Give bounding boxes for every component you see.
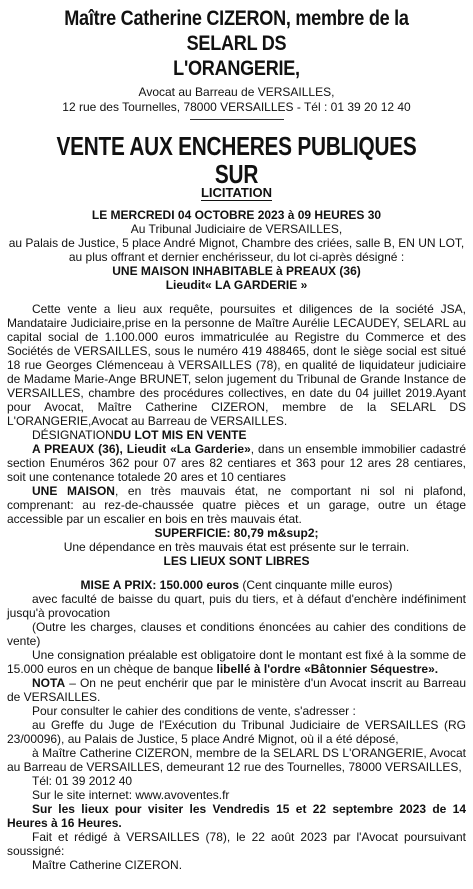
spacer <box>0 292 473 302</box>
header-title-line2: L'ORANGERIE, <box>173 57 300 80</box>
contact-telephone: Tél: 01 39 2012 40 <box>32 774 133 788</box>
sale-lieudit: Lieudit« LA GARDERIE » <box>165 278 308 292</box>
header-divider <box>190 119 284 120</box>
paragraph-maison <box>0 484 473 526</box>
mise-a-prix-words: (Cent cinquante mille euros) <box>239 578 393 592</box>
designation-bold: DU LOT MIS EN VENTE <box>113 428 247 442</box>
mise-a-prix-amount: MISE A PRIX: 150.000 euros <box>80 578 240 592</box>
sale-details <box>0 208 473 292</box>
nota-label: NOTA <box>32 676 66 690</box>
nota-text: – On ne peut enchérir que par le ministère d'un Avocat inscrit au Barreau de VERSAILLES. <box>7 676 466 704</box>
header-title-line1: Maître Catherine CIZERON, membre de la SELARL DS <box>64 7 409 55</box>
mise-a-prix <box>0 578 473 592</box>
paragraph-lot <box>0 442 473 484</box>
signature: Maître Catherine CIZERON. <box>32 858 183 872</box>
sale-subtitle: LICITATION <box>200 185 272 200</box>
paragraph-consulter: Pour consulter le cahier des conditions de vente, s'adresser : <box>32 704 356 718</box>
designation-plain: DÉSIGNATION <box>32 428 114 442</box>
header-address <box>0 85 473 115</box>
sale-property: UNE MAISON INHABITABLE à PREAUX (36) <box>112 264 361 278</box>
paragraph-greffe: au Greffe du Juge de l'Exécution du Tribunal Judiciaire de VERSAILLES (RG 23/00096), au Palais de Justice, 5 place André Mignot, où il a été déposé, <box>7 718 466 746</box>
header-address-line1: Avocat au Barreau de VERSAILLES, <box>138 85 335 99</box>
legal-notice-page <box>0 6 473 889</box>
header-address-line2: 12 rue des Tournelles, 78000 VERSAILLES - Tél : 01 39 20 12 40 <box>62 100 411 114</box>
sale-date: LE MERCREDI 04 OCTOBRE 2023 à 09 HEURES 30 <box>91 208 382 222</box>
paragraph-avocat: à Maître Catherine CIZERON, membre de la SELARL DS L'ORANGERIE, Avocat au Barreau de VERSAILLES, demeurant 12 rue des Tournelles, 78000 VERSAILLES, <box>7 746 466 774</box>
paragraph-nota <box>0 676 473 704</box>
sale-place: au Palais de Justice, 5 place André Mignot, Chambre des criées, salle B, EN UN LOT, <box>8 236 465 250</box>
maison-label: UNE MAISON <box>32 484 115 498</box>
sale-title: VENTE AUX ENCHERES PUBLIQUES SUR <box>56 131 417 189</box>
sale-offer: au plus offrant et dernier enchérisseur, du lot ci-après désigné : <box>68 250 405 264</box>
contact-website: Sur le site internet: www.avoventes.fr <box>32 788 230 802</box>
consignation-text: Une consignation préalable est obligatoire dont le montant est fixé à la somme de 15.000 euros en un chèque de banque <box>7 648 466 676</box>
paragraph-baisse: avec faculté de baisse du quart, puis du tiers, et à défaut d'enchère indéfiniment jusqu'à provocation <box>7 592 466 620</box>
superficie: SUPERFICIE: 80,79 m&sup2; <box>154 526 319 540</box>
consignation-order: libellé à l'ordre «Bâtonnier Séquestre». <box>216 662 439 676</box>
paragraph-consignation <box>0 648 473 676</box>
notice-header-title <box>33 6 440 81</box>
dependance: Une dépendance en très mauvais état est présente sur le terrain. <box>63 540 410 554</box>
lot-location: A PREAUX (36), Lieudit «La Garderie» <box>32 442 251 456</box>
paragraph-fait: Fait et rédigé à VERSAILLES (78), le 22 août 2023 par l'Avocat poursuivant soussigné: <box>7 830 466 858</box>
designation-heading <box>0 428 473 442</box>
lieux-libres: LES LIEUX SONT LIBRES <box>163 554 310 568</box>
visit-schedule: Sur les lieux pour visiter les Vendredis 15 et 22 septembre 2023 de 14 Heures à 16 Heures. <box>7 802 466 830</box>
maison-description: , en très mauvais état, ne comportant ni sol ni plafond, comprenant: au rez-de-chaussée quatre pièces et un garage, outre un étage accessible par un escalier en bois en très mauvais état. <box>7 484 466 526</box>
paragraph-requete: Cette vente a lieu aux requête, poursuites et diligences de la société JSA, Mandataire Judiciaire,prise en la personne de Maître Aurélie LECAUDEY, SELARL au capital social de 1.100.000 euros immatriculée au Registre du Commerce et des Sociétés de VERSAILLES, sous le numéro 419 488465, dont le siège social est situé 18 rue Georges Clémenceau à VERSAILLES (78), en qualité de liquidateur judiciaire de Madame Marie-Ange BRUNET, selon jugement du Tribunal de Grande Instance de VERSAILLES, chambre des procédures collectives, en date du 04 juillet 2019.Ayant pour Avocat, Maître Catherine CIZERON, membre de la SELARL DS L'ORANGERIE,Avocat au Barreau de VERSAILLES. <box>7 302 466 428</box>
sale-court: Au Tribunal Judiciaire de VERSAILLES, <box>130 222 343 236</box>
paragraph-charges: (Outre les charges, clauses et conditions énoncées au cahier des conditions de vente) <box>7 620 466 648</box>
lot-description: , dans un ensemble immobilier cadastré section Enuméros 362 pour 07 ares 82 centiares et 363 pour 12 ares 28 centiares, soit une contenance totalede 20 ares et 10 centiares <box>7 442 466 484</box>
spacer <box>0 568 473 578</box>
